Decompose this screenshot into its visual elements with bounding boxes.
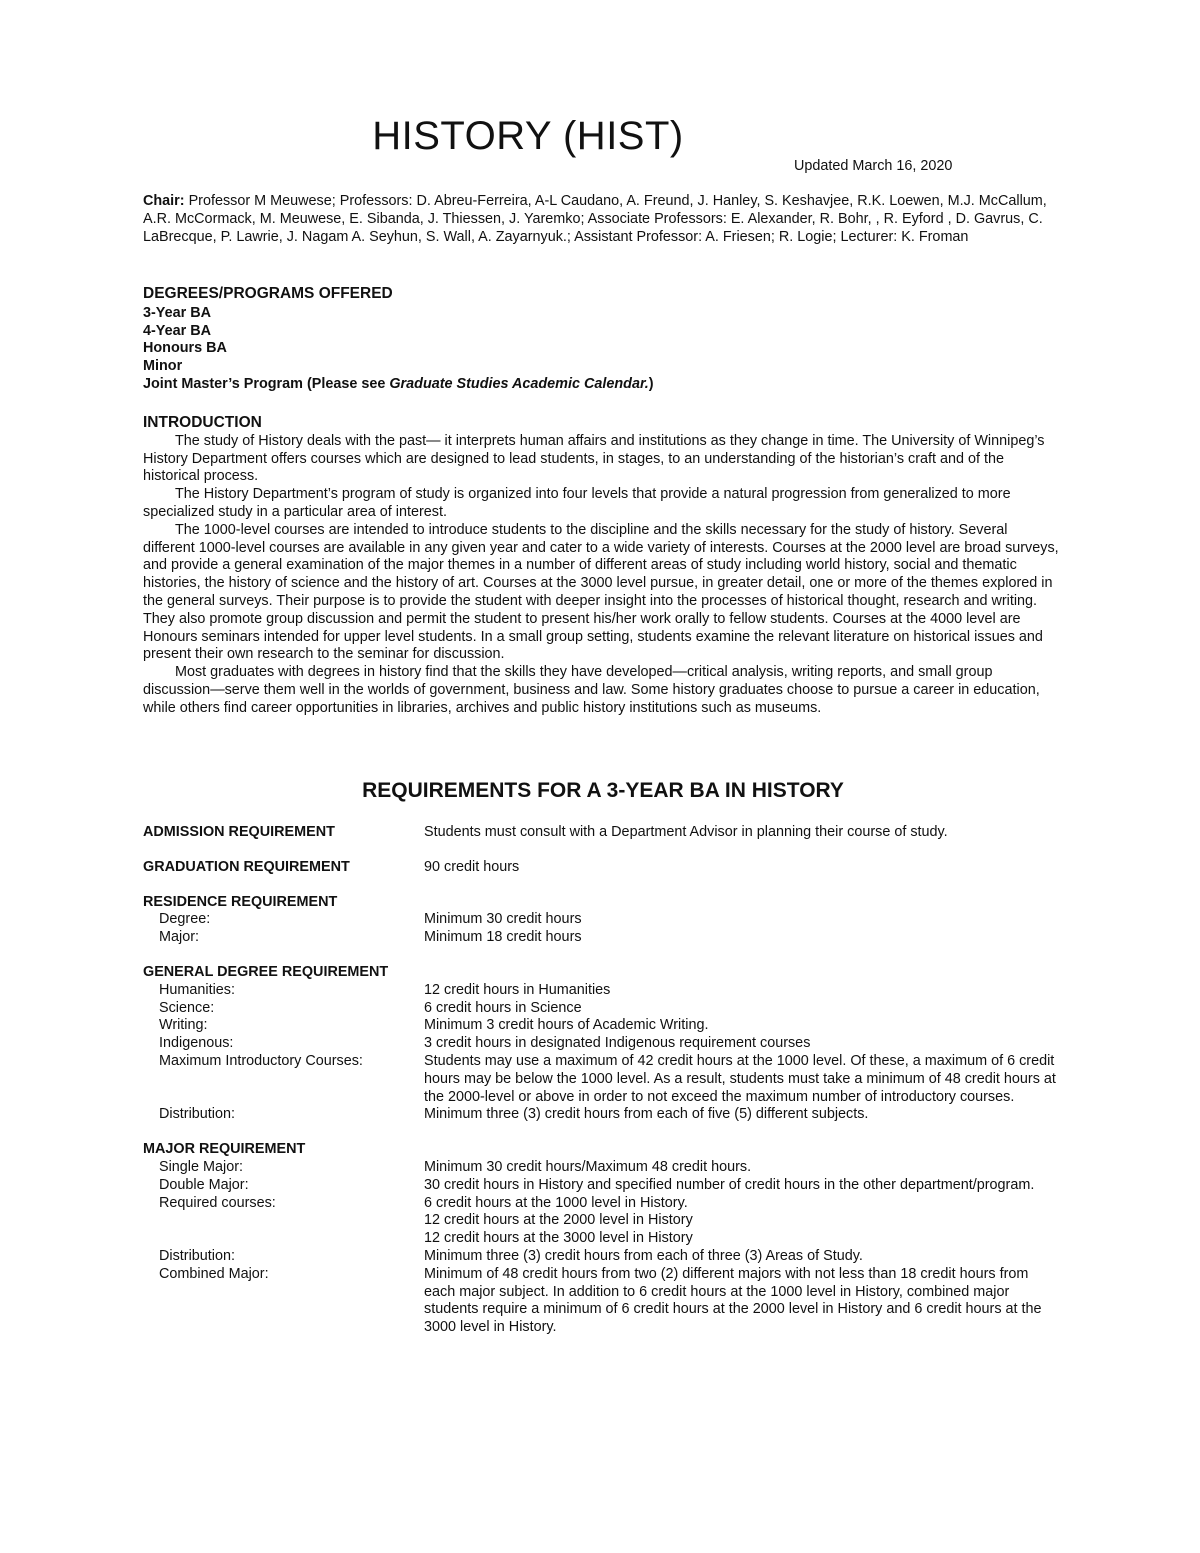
degree-item: Honours BA — [143, 340, 227, 357]
degree-item: 4-Year BA — [143, 322, 211, 339]
requirement-row — [143, 1177, 1063, 1195]
faculty-list — [143, 193, 1063, 246]
requirement-label: Distribution: — [159, 1106, 235, 1123]
requirement-row — [143, 1212, 1063, 1230]
requirement-row — [143, 1106, 1063, 1124]
requirement-row — [143, 1266, 1063, 1337]
requirement-label: Indigenous: — [159, 1035, 234, 1052]
general-degree-heading: GENERAL DEGREE REQUIREMENT — [143, 963, 389, 980]
requirement-label: Required courses: — [159, 1194, 276, 1211]
requirement-value: 12 credit hours in Humanities — [424, 981, 611, 998]
joint-prefix: Joint Master’s Program (Please see — [143, 375, 390, 392]
requirement-row — [143, 1230, 1063, 1248]
requirement-label: Degree: — [159, 911, 211, 928]
degrees-heading: DEGREES/PROGRAMS OFFERED — [143, 285, 393, 302]
page-title: HISTORY (HIST) — [372, 114, 684, 158]
requirement-label — [143, 1230, 424, 1248]
requirement-row — [143, 1248, 1063, 1266]
requirement-value: Minimum three (3) credit hours from each of five (5) different subjects. — [424, 1106, 869, 1123]
requirement-label — [143, 1212, 424, 1230]
requirement-label: Distribution: — [159, 1247, 235, 1264]
requirement-label: Single Major: — [159, 1158, 243, 1175]
requirement-value: 6 credit hours at the 1000 level in History. — [424, 1194, 688, 1211]
admission-label: ADMISSION REQUIREMENT — [143, 824, 335, 840]
requirement-value: Minimum 18 credit hours — [424, 929, 582, 946]
joint-suffix: ) — [648, 375, 654, 392]
degree-item-joint — [143, 376, 1063, 394]
graduation-value: 90 credit hours — [424, 858, 520, 875]
requirement-label: Writing: — [159, 1017, 208, 1034]
requirement-label: Humanities: — [159, 981, 235, 998]
major-heading: MAJOR REQUIREMENT — [143, 1141, 306, 1158]
intro-paragraph: The 1000-level courses are intended to introduce students to the discipline and the skills necessary for the study of history. Several different 1000-level courses are available in any given year and cater to a wide variety of interests. Courses at the 2000 level are broad surveys, and provide a general examination of the major themes in a number of different areas of study including world history, social and thematic histories, the history of science and the history of art. Courses at the 3000 level pursue, in greater detail, one or more of the themes explored in the general surveys. Their purpose is to provide the student with deeper insight into the processes of historical thought, research and writing. They also promote group discussion and permit the student to present his/her work orally to fellow students. Courses at the 4000 level are Honours seminars intended for upper level students. In a small group setting, students examine the relevant literature on historical issues and present their own research to the seminar for discussion. — [143, 521, 1059, 663]
joint-calendar-ref: Graduate Studies Academic Calendar. — [389, 375, 649, 392]
requirement-row — [143, 1195, 1063, 1213]
requirement-label: Double Major: — [159, 1176, 249, 1193]
requirement-value: Students may use a maximum of 42 credit hours at the 1000 level. Of these, a maximum of 6 credit hours may be below the 1000 level. As a result, students must take a minimum of 48 credit hours at the 2000-level or above in order to not exceed the maximum number of introductory courses. — [424, 1052, 1056, 1105]
residence-heading: RESIDENCE REQUIREMENT — [143, 893, 338, 910]
intro-heading: INTRODUCTION — [143, 414, 262, 431]
graduation-row — [143, 859, 1063, 877]
requirement-row — [143, 1159, 1063, 1177]
requirement-value: Minimum three (3) credit hours from each of three (3) Areas of Study. — [424, 1247, 863, 1264]
requirement-value: Minimum of 48 credit hours from two (2) different majors with not less than 18 credit hours from each major subject. In addition to 6 credit hours at the 1000 level in History, combined major students require a minimum of 6 credit hours at the 2000 level in History and 6 credit hours at the 3000 level in History. — [424, 1265, 1042, 1336]
requirement-value: 12 credit hours at the 2000 level in History — [424, 1212, 693, 1229]
requirement-value: 12 credit hours at the 3000 level in History — [424, 1230, 693, 1247]
requirement-value: Minimum 30 credit hours/Maximum 48 credit hours. — [424, 1158, 752, 1175]
requirement-label: Combined Major: — [159, 1265, 269, 1282]
chair-label: Chair: — [143, 193, 185, 209]
faculty-text: Professor M Meuwese; Professors: D. Abreu-Ferreira, A-L Caudano, A. Freund, J. Hanley, S. Keshavjee, R.K. Loewen, M.J. McCallum, A.R. McCormack, M. Meuwese, E. Sibanda, J. Thiessen, J. Yaremko; Associate Professors: E. Alexander, R. Bohr, , R. Eyford , D. Gavrus, C. LaBrecque, P. Lawrie, J. Nagam A. Seyhun, S. Wall, A. Zayarnyuk.; Assistant Professor: A. Friesen; R. Logie; Lecturer: K. Froman — [143, 193, 1047, 245]
admission-value: Students must consult with a Department Advisor in planning their course of study. — [424, 824, 948, 840]
requirement-value: 6 credit hours in Science — [424, 999, 582, 1016]
degree-item: Minor — [143, 358, 183, 375]
requirement-row — [143, 982, 1063, 1000]
intro-paragraph: The History Department’s program of study is organized into four levels that provide a natural progression from generalized to more specialized study in a particular area of interest. — [143, 486, 1011, 520]
requirement-row — [143, 929, 1063, 947]
requirement-row — [143, 1035, 1063, 1053]
introduction-section — [143, 414, 1063, 718]
requirement-label: Maximum Introductory Courses: — [159, 1052, 363, 1069]
admission-row — [143, 824, 1063, 842]
requirement-value: 30 credit hours in History and specified number of credit hours in the other department/program. — [424, 1176, 1035, 1193]
requirement-row — [143, 1017, 1063, 1035]
requirement-label: Science: — [159, 999, 215, 1016]
requirement-value: Minimum 30 credit hours — [424, 911, 582, 928]
requirement-row — [143, 911, 1063, 929]
requirement-row — [143, 1000, 1063, 1018]
requirements-table — [143, 824, 1063, 1337]
degree-item: 3-Year BA — [143, 304, 211, 321]
requirement-value: 3 credit hours in designated Indigenous requirement courses — [424, 1035, 811, 1052]
intro-paragraph: The study of History deals with the past— it interprets human affairs and institutions as they change in time. The University of Winnipeg’s History Department offers courses which are designed to lead students, in stages, to an understanding of the historian’s craft and of the historical process. — [143, 432, 1045, 485]
requirements-title: REQUIREMENTS FOR A 3-YEAR BA IN HISTORY — [362, 779, 844, 802]
requirement-row — [143, 1053, 1063, 1106]
graduation-label: GRADUATION REQUIREMENT — [143, 858, 350, 875]
updated-date: Updated March 16, 2020 — [794, 158, 953, 174]
requirement-value: Minimum 3 credit hours of Academic Writing. — [424, 1017, 709, 1034]
requirement-label: Major: — [159, 929, 199, 946]
intro-paragraph: Most graduates with degrees in history find that the skills they have developed—critical analysis, writing reports, and small group discussion—serve them well in the worlds of government, business and law. Some history graduates choose to pursue a career in education, while others find career opportunities in libraries, archives and public history institutions such as museums. — [143, 664, 1040, 716]
degrees-section — [143, 285, 1063, 394]
